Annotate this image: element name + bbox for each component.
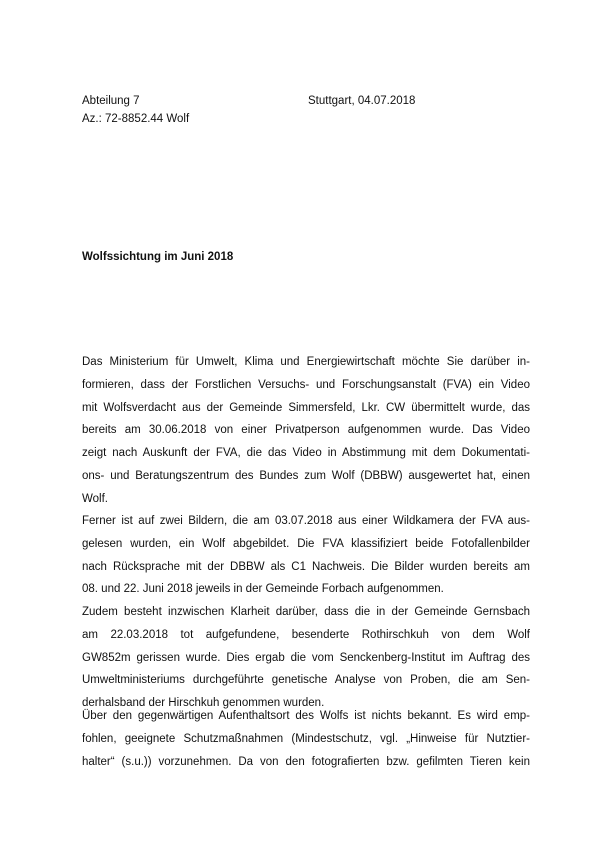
paragraph-line: Zudem besteht inzwischen Klarheit darüber, dass die in der Gemeinde Gernsbach [82,606,530,618]
place-date: Stuttgart, 04.07.2018 [308,95,416,107]
paragraph-line: Das Ministerium für Umwelt, Klima und Energiewirtschaft möchte Sie darüber in- [82,356,530,368]
paragraph-line: halter“ (s.u.)) vorzunehmen. Da von den fotografierten bzw. gefilmten Tieren kein [82,755,530,768]
department-label: Abteilung 7 [82,95,140,107]
reference-number: Az.: 72-8852.44 Wolf [82,113,190,125]
paragraph-4 [82,705,530,773]
letter-header-left [82,92,189,128]
paragraph-2 [82,510,530,601]
document-title: Wolfssichtung im Juni 2018 [82,251,234,263]
paragraph-3 [82,601,530,715]
paragraph-line: Umweltministeriums durchgeführte genetische Analyse von Proben, die am Sen- [82,674,530,687]
paragraph-line: nach Rücksprache mit der DBBW als C1 Nachweis. Die Bilder wurden bereits am [82,560,530,573]
paragraph-line: mit Wolfsverdacht aus der Gemeinde Simmersfeld, Lkr. CW übermittelt wurde, das [82,401,530,414]
paragraph-line: Ferner ist auf zwei Bildern, die am 03.07.2018 aus einer Wildkamera der FVA aus- [82,515,530,527]
paragraph-line: formieren, dass der Forstlichen Versuchs- und Forschungsanstalt (FVA) ein Video [82,378,530,391]
paragraph-line: Wolf. [82,492,108,505]
paragraph-line: ons- und Beratungszentrum des Bundes zum Wolf (DBBW) ausgewertet hat, einen [82,469,530,482]
paragraph-1 [82,351,530,511]
paragraph-line: Über den gegenwärtigen Aufenthaltsort des Wolfs ist nichts bekannt. Es wird emp- [82,710,530,722]
paragraph-line: zeigt nach Auskunft der FVA, die das Video in Abstimmung mit dem Dokumentati- [82,447,530,460]
paragraph-line: 08. und 22. Juni 2018 jeweils in der Gemeinde Forbach aufgenommen. [82,583,444,596]
paragraph-line: bereits am 30.06.2018 von einer Privatperson aufgenommen wurde. Das Video [82,424,530,437]
paragraph-line: derhalsband der Hirschkuh genommen wurden. [82,697,325,710]
paragraph-line: gelesen wurden, ein Wolf abgebildet. Die FVA klassifiziert beide Fotofallenbilder [82,537,530,550]
paragraph-line: am 22.03.2018 tot aufgefundene, besenderte Rothirschkuh von dem Wolf [82,628,530,641]
paragraph-line: GW852m gerissen wurde. Dies ergab die vom Senckenberg-Institut im Auftrag des [82,651,530,664]
paragraph-line: fohlen, geeignete Schutzmaßnahmen (Mindestschutz, vgl. „Hinweise für Nutztier- [82,732,530,745]
